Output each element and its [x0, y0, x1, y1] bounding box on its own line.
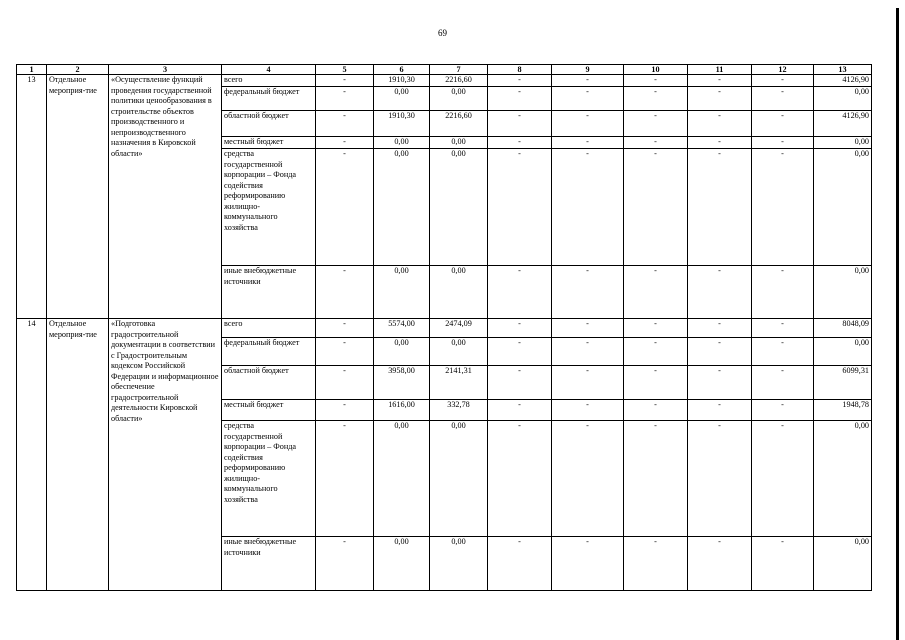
column-number: 8 [488, 65, 552, 75]
column-number: 13 [814, 65, 872, 75]
table-row [17, 75, 872, 87]
cell-value: - [624, 366, 688, 400]
cell-value: 0,00 [374, 87, 430, 111]
cell-value: 0,00 [374, 266, 430, 319]
cell-value: - [752, 338, 814, 366]
cell-value: - [624, 149, 688, 266]
column-number: 1 [17, 65, 47, 75]
cell-value: - [488, 400, 552, 421]
column-number: 3 [109, 65, 222, 75]
column-number: 2 [47, 65, 109, 75]
cell-value: - [316, 111, 374, 137]
cell-value: - [688, 537, 752, 591]
cell-value: - [688, 266, 752, 319]
cell-value: 1910,30 [374, 111, 430, 137]
cell-value: 2474,09 [430, 319, 488, 338]
funding-source: всего [222, 319, 316, 338]
cell-value: - [316, 149, 374, 266]
cell-total: 0,00 [814, 137, 872, 149]
column-number: 12 [752, 65, 814, 75]
cell-value: - [488, 319, 552, 338]
cell-value: - [552, 400, 624, 421]
cell-value: - [316, 75, 374, 87]
cell-value: - [552, 87, 624, 111]
cell-value: 0,00 [430, 266, 488, 319]
cell-total: 0,00 [814, 149, 872, 266]
funding-source: областной бюджет [222, 111, 316, 137]
page-edge-line [896, 8, 899, 640]
cell-value: 1616,00 [374, 400, 430, 421]
cell-value: - [752, 75, 814, 87]
cell-value: - [752, 366, 814, 400]
cell-value: - [688, 87, 752, 111]
column-number: 6 [374, 65, 430, 75]
cell-value: 2216,60 [430, 111, 488, 137]
cell-value: 1910,30 [374, 75, 430, 87]
cell-value: - [552, 421, 624, 537]
cell-value: - [552, 111, 624, 137]
finance-table [16, 64, 872, 591]
cell-value: - [488, 366, 552, 400]
cell-value: - [624, 137, 688, 149]
cell-value: - [752, 149, 814, 266]
funding-source: областной бюджет [222, 366, 316, 400]
cell-value: - [688, 319, 752, 338]
cell-value: 0,00 [430, 137, 488, 149]
column-number: 10 [624, 65, 688, 75]
cell-value: - [688, 75, 752, 87]
cell-value: - [488, 421, 552, 537]
cell-value: - [624, 266, 688, 319]
cell-total: 6099,31 [814, 366, 872, 400]
cell-value: - [752, 319, 814, 338]
cell-value: - [552, 366, 624, 400]
cell-value: - [488, 75, 552, 87]
cell-value: - [752, 266, 814, 319]
cell-value: 0,00 [430, 338, 488, 366]
cell-value: - [488, 338, 552, 366]
funding-source: местный бюджет [222, 137, 316, 149]
cell-value: - [688, 421, 752, 537]
cell-value: - [752, 537, 814, 591]
cell-total: 4126,90 [814, 111, 872, 137]
cell-value: - [316, 400, 374, 421]
cell-value: - [624, 400, 688, 421]
funding-source: иные внебюджетные источники [222, 266, 316, 319]
cell-value: - [688, 137, 752, 149]
cell-value: - [688, 400, 752, 421]
funding-source: местный бюджет [222, 400, 316, 421]
cell-value: 3958,00 [374, 366, 430, 400]
cell-value: 0,00 [374, 137, 430, 149]
funding-source: федеральный бюджет [222, 87, 316, 111]
funding-source: средства государственной корпорации – Фонда содействия реформированию жилищно-коммунального хозяйства [222, 421, 316, 537]
cell-total: 4126,90 [814, 75, 872, 87]
funding-source: федеральный бюджет [222, 338, 316, 366]
cell-value: - [624, 111, 688, 137]
row-number: 14 [17, 319, 47, 591]
cell-value: - [488, 111, 552, 137]
cell-value: - [552, 137, 624, 149]
activity-name: «Осуществление функций проведения государственной политики ценообразования в строительстве объектов производственного и непроизводственного назначения в Кировской области» [109, 75, 222, 319]
cell-value: - [624, 87, 688, 111]
cell-value: - [552, 338, 624, 366]
cell-value: - [488, 87, 552, 111]
cell-value: - [552, 75, 624, 87]
cell-value: - [624, 319, 688, 338]
cell-value: 2141,31 [430, 366, 488, 400]
column-number: 7 [430, 65, 488, 75]
cell-value: - [316, 319, 374, 338]
cell-value: 0,00 [374, 338, 430, 366]
cell-value: - [552, 149, 624, 266]
cell-value: - [688, 111, 752, 137]
cell-value: - [488, 537, 552, 591]
cell-value: - [316, 137, 374, 149]
cell-total: 0,00 [814, 87, 872, 111]
cell-value: - [688, 338, 752, 366]
table-row [17, 319, 872, 338]
cell-total: 0,00 [814, 421, 872, 537]
cell-value: - [316, 537, 374, 591]
cell-value: - [316, 266, 374, 319]
activity-type: Отдельное мероприя-тие [47, 319, 109, 591]
cell-value: - [752, 111, 814, 137]
cell-value: - [688, 149, 752, 266]
cell-value: - [552, 537, 624, 591]
cell-value: 0,00 [430, 537, 488, 591]
funding-source: всего [222, 75, 316, 87]
cell-total: 0,00 [814, 537, 872, 591]
cell-value: - [316, 87, 374, 111]
cell-value: 5574,00 [374, 319, 430, 338]
cell-value: - [752, 87, 814, 111]
cell-value: - [552, 319, 624, 338]
cell-value: 0,00 [430, 421, 488, 537]
column-number: 9 [552, 65, 624, 75]
cell-value: 0,00 [430, 87, 488, 111]
cell-value: - [488, 149, 552, 266]
cell-value: 2216,60 [430, 75, 488, 87]
cell-value: 0,00 [374, 149, 430, 266]
column-number: 4 [222, 65, 316, 75]
cell-value: - [752, 137, 814, 149]
column-number: 5 [316, 65, 374, 75]
cell-value: - [316, 366, 374, 400]
cell-total: 8048,09 [814, 319, 872, 338]
cell-value: - [752, 400, 814, 421]
cell-value: - [688, 366, 752, 400]
cell-value: - [624, 421, 688, 537]
cell-value: - [624, 338, 688, 366]
funding-source: средства государственной корпорации – Фонда содействия реформированию жилищно-коммунального хозяйства [222, 149, 316, 266]
cell-value: - [552, 266, 624, 319]
cell-value: 0,00 [374, 421, 430, 537]
cell-value: - [488, 137, 552, 149]
cell-total: 0,00 [814, 266, 872, 319]
cell-value: - [316, 338, 374, 366]
column-number: 11 [688, 65, 752, 75]
activity-type: Отдельное мероприя-тие [47, 75, 109, 319]
cell-total: 1948,78 [814, 400, 872, 421]
cell-value: - [316, 421, 374, 537]
cell-total: 0,00 [814, 338, 872, 366]
cell-value: - [624, 75, 688, 87]
cell-value: - [488, 266, 552, 319]
cell-value: - [624, 537, 688, 591]
funding-source: иные внебюджетные источники [222, 537, 316, 591]
cell-value: 0,00 [430, 149, 488, 266]
column-number-row [17, 65, 872, 75]
page-number: 69 [438, 28, 447, 38]
cell-value: - [752, 421, 814, 537]
cell-value: 332,78 [430, 400, 488, 421]
activity-name: «Подготовка градостроительной документации в соответствии с Градостроительным кодексом Российской Федерации и информационное обеспечение градостроительной деятельности Кировской области» [109, 319, 222, 591]
cell-value: 0,00 [374, 537, 430, 591]
row-number: 13 [17, 75, 47, 319]
